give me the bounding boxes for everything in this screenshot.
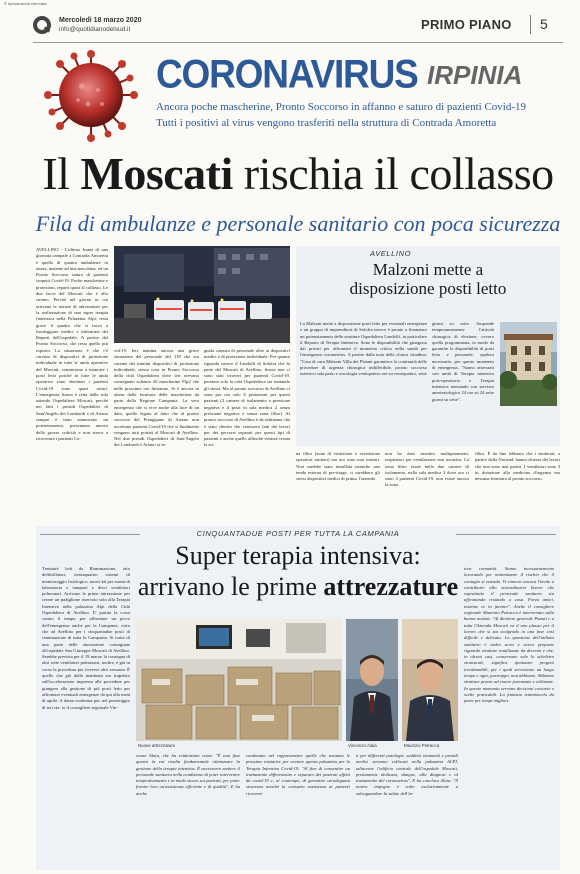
box-right-col: tera comunità. Siamo incessantemente lavorando per minimizzare il rischio che il contagio si estenda. Vi rinnovo ancora l'invito a contribuire allo straordinario lavoro che soprattutto il personale sanitario sta affrontando restando a casa. Forza amici, insieme ce la faremo". Anche il consigliere regionale Maurizio Petracca è intervenuto sulla buona notizia: "Al direttore generale Pizzuti e a tutta l'Azienda Moscati va il mio plauso per il lavoro che si sta svolgendo in una fase così difficile e delicata. La questione dell'utilizzo sanitario è molto seria e avevo proposte riguardo strutture inutilizzate da decenni e che, in alcuni casi, conservano solo lo scheletro strutturale, significa ipotizzare progetti irrealizzabili, per i quali serviranno un lungo tempo e ogni, purtroppo, non abbiamo. Abbiamo strutture pronte ad essere potenziate e utilizzate. In questo momento servono decisioni concrete e scelte praticabili. La fantasia teniamocela da parte per tempi migliori. bbox=[464, 566, 554, 704]
header-divider bbox=[530, 15, 531, 34]
main-article-col3: gnala carenza di personale oltre ai dispositivi medici e di protezione individuale. Per quanto riguarda invece il Landolfi di Solofra che fa parte del Moscati di Avellino, finora non ci sono stati ricoveri per pazienti Covid-19, pertanto solo la città Ospedaliera sta trattando gli stessi. Ma al pronto soccorso di Avellino ci sono per ora solo 6 postazioni per questi pazienti (2 camere di isolamento a pressione negativa e 4 posti in sala medica 2 senza pressione negativa e senza zona filtro). Al pronto soccorso di Avellino è da settimane che è stato chiesto che venissero fatti dei lavori per dei percorsi separati per questi tipi di pazienti e anche quello affinché venisse creata la zo- bbox=[204, 348, 290, 448]
banner-deck-line1: Ancora poche mascherine, Pronto Soccorso in affanno e saturo di pazienti Covid-19 bbox=[156, 101, 527, 113]
banner-title: CORONAVIRUS bbox=[156, 52, 418, 97]
continuation-col1: na filtro (zona di vestizione e svestizione operatori sanitari) ma noi sono mai iniziati. Non sarebbe stata installata neanche una tenda esterna di pre-triage, ci sarebbero gli stessi dispositivi medici di prima, l'azienda bbox=[296, 451, 380, 482]
copyright-notice: © riproduzione riservata bbox=[4, 1, 47, 6]
sidebar-title-line2: disposizione posti letto bbox=[349, 279, 507, 298]
header-rule bbox=[33, 42, 563, 43]
alaia-portrait bbox=[346, 619, 398, 741]
box-title-line2-bold: attrezzature bbox=[323, 572, 459, 601]
newspaper-logo-icon bbox=[33, 16, 51, 34]
header-bar bbox=[33, 15, 563, 37]
box-left-col: Trentatré letti da Rianimazione, otto defibrillatori, trentaquattro sistemi di monitoraggio fisiologico, nuovi kit per esami di laboratorio e tamponi e dieci ventilatori polmonari. Arrivano le prime attrezzature per creare un padiglione riservato solo alla Terapia Intensiva nella palazzina Alpi della Città Ospedaliera di Avellino. E' partita la corsa contro il tempo per affrontare un picco dell'emergenza anche per la Campania, visto che ad Avellino per i cinquantadue posti di rianimazione di tutta la Campania. Si tratta di una parte delle attrezzature consegnate all'ospedale San Giuseppe Moscati di Avellino. Sarebbe prevista per il 19 marzo la consegna di altri sette ventilatori polmonari, inoltre, è già in corso la procedura per ricevere altri sessanta. È quello che già dalla mattinata era trapelato sull'accelerazione impressa alle procedure per giungere alla gestione di più posti letto per affrontare eventuali emergenze da qui alla metà di aprile. A darne conferma poi, nel pomeriggio di ieri sta- to il consigliere regionale Vin- bbox=[42, 566, 130, 710]
banner-deck-line2: Tutti i positivi al virus vengono trasferiti nella struttura di Contrada Amoretta bbox=[156, 117, 497, 129]
issue-date: Mercoledì 18 marzo 2020 bbox=[59, 17, 142, 24]
headline-part1: Il bbox=[42, 148, 81, 199]
continuation-col2: non ha dato monitor multiparametri, respiratori per ventilazione non invasiva. La zona filtro esiste nella due camere di isolamento, nella sala medica 2 dove ora ci sono 4 pazienti Covid-19, non esiste ancora la zona bbox=[385, 451, 469, 488]
box-title-line2 bbox=[136, 572, 460, 602]
equipment-caption: Nuove attrezzature bbox=[138, 743, 176, 748]
page-number: 5 bbox=[540, 16, 548, 32]
box-bottom-col3: ti per differenti patologie, suddetti strumenti e presidi medici saranno collocati nella palazzina ALPI, adiacente l'edificio centrale dell'ospedale Moscati, prettamente dedicata, dunque, alla diagnosi e al trattamento del coronavirus". E ha concluso Alaia: "Il nostro impegno è volto esclusivamente a salvaguardare la salute dell'in- bbox=[356, 753, 458, 796]
box-title-line2-part: arrivano le prime bbox=[137, 572, 324, 601]
sidebar-kicker: AVELLINO bbox=[370, 249, 412, 258]
sidebar-box bbox=[296, 246, 560, 446]
section-name: PRIMO PIANO bbox=[421, 17, 512, 32]
banner-subtitle: IRPINIA bbox=[427, 60, 523, 90]
box-bottom-col1: cenzo Alaia, che ha evidenziato come: "È una fase questa in cui risulta fondamentale ottimizzare la gestione della terapia intensiva. È necessario mettere il personale sanitario nella condizione di poter intervenire tempestivamente e in modo sicuro sui pazienti, per poter fornire loro un'assistenza efficiente e di qualità". E ha anche bbox=[136, 753, 240, 796]
clinic-photo bbox=[500, 322, 557, 406]
ambulance-photo bbox=[114, 246, 290, 343]
main-subhead: Fila di ambulanze e personale sanitario con poca sicurezza bbox=[35, 211, 561, 236]
sidebar-col1: La Malzoni mette a disposizione posti letto per eventuali emergenze e un gruppo di imprenditori di Solofra invece è pronto a finanziare un potenziamento delle strutture Ospedaliera Landolfi, in particolare il Reparto di Terapia Intensiva. Sono le disponibilità che giungono dai privati per affrontare il momento critico nella sanità per l'emergenza coronavirus. A partire dalla nota della clinica cittadina: "Casa di cura Malzoni Villa dei Platani garantisce la continuità delle procedure di urgenza chirurgica indifferibile, pronto soccorso ostetrico sala parto e oncologia ventiquattro ore su ventiquattro, sette bbox=[300, 321, 427, 377]
headline-part2: rischia il collasso bbox=[232, 148, 554, 199]
main-article-col1: AVELLINO - L'ultimo frame di una giornata campale a Contrada Amoretta è quello di quattro ambulanze in attesa, insieme ad una macchina, ed un Pronto Soccorso saturo di pazienti sospetti Covid-19. Poche mascherine e protezioni, reparti quasi al collasso. Le due facce del Moscati che è allo stremo. Perché nel giorno in cui arrivano le notizie di attrezzature per la realizzazione di una super terapia (intensiva nella Palazzina Alpi, resta grave il quadro che si trova a fronteggiare medici e infermieri dei Reparti dell'ospedale. A partire dal Pronto Soccorso, che resta quello più esposto. La situazione è che c'è carenza di dispositivi di protezione individuale in tutte le unità operative del Moscati, cominciano a mancare i posti letto poiché in tutte le unità operative sono destinati i pazienti Covid-19 sono quasi saturi. L'emergenza finora è retta dalla sola azienda Ospedaliera Moscati, perché nei fatti i presìdi Ospedalieri di Sant'Angelo dei Lombardi e di Ariano sempre è stato annunciato un potenziamento, presentano ancora delle grosse criticità e non riesce a ricoverare i pazienti Co- bbox=[36, 247, 108, 441]
main-article-col2: vid-19. Ieri mattina ancora una grave situazione del personale del 118 che era carente dei minimi dispositivi di protezione individuale, stessa cosa in Pronto Soccorso della città Ospedaliera dove ieri avevano consegnato soltanto 20 mascherine Ffp2 che nelle prossime ore finiranno. Si è ancora in attesa della fornitura delle mascherine da parte della Regione Campania. La vera emergenza che si vive anche alla luce di un dato, quello legato al fatto che al pronto soccorso del Frangipane di Ariano non accettano pazienti Covid-19 che si finalmente vengono tutti portati al Moscati di Avellino. Nel due presidi Ospedalieri di Sant'Angelo dei Lombardi e Ariano si se- bbox=[114, 348, 199, 448]
equipment-photo bbox=[136, 619, 342, 741]
petracca-caption: Maurizio Petracca bbox=[404, 743, 440, 748]
petracca-portrait bbox=[402, 619, 458, 741]
continuation-col3: filtro. È da fine febbraio che i sindacati, a partire dalla Nursind, hanno chiesto dei lavori che non sono mai partiti. I ventilatori sono 3 in dotazione alla medicina d'urgenza ma nessuna fornitura al pronto soccorso. bbox=[475, 451, 560, 482]
box-kicker-rule-right bbox=[456, 534, 556, 535]
box-title-line1: Super terapia intensiva: bbox=[175, 541, 421, 570]
bottom-box bbox=[36, 526, 560, 870]
contact-email: info@quotidianodelsud.it bbox=[59, 26, 131, 33]
box-kicker-rule-left bbox=[40, 534, 140, 535]
sidebar-title-line1: Malzoni mette a bbox=[372, 260, 484, 279]
headline-bold: Moscati bbox=[80, 148, 233, 199]
main-headline bbox=[33, 147, 563, 200]
box-bottom-col2: continuato nel rappresentare quelle che saranno le prossime iniziative per avviare questa palazzina per la Terapia Intensiva Covid-19. "Al fine di consentire un trattamento differenziato e separato dei pazienti affetti da covid-19 e, al contempo, di garantire un'adeguata sicurezza nonché la consueta assistenza ai pazienti ricovera- bbox=[246, 753, 350, 796]
alaia-caption: Vincenzo Alaia bbox=[348, 743, 377, 748]
box-kicker: CINQUANTADUE POSTI PER TUTTA LA CAMPANIA bbox=[196, 529, 400, 538]
sidebar-col2: giorni su sette. Sospende temporaneamente l'attività chirurgica di elezione, ovvero quella programmata, in modo da garantire la disponibilità di posti letto e personale, qualora necessario, per questo momento di emergenza. "Siamo attrezzati con unità di Terapia intensiva post-operatoria e Terapia intensiva neonatale con servizio anestesiologico 24 ore su 24 sette giorni su sette". bbox=[432, 321, 494, 402]
coronavirus-image bbox=[36, 46, 146, 144]
